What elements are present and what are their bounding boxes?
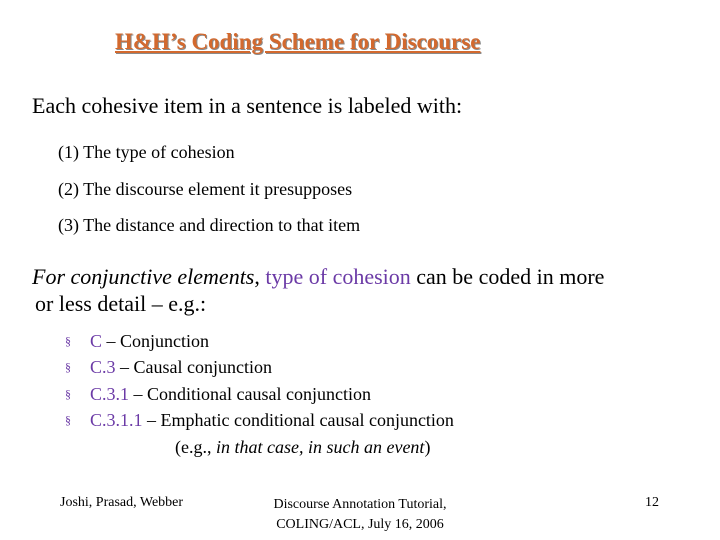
conjunctive-comma: , (254, 264, 260, 289)
bullet-desc: – Conjunction (102, 331, 210, 351)
footer-center-line-1: Discourse Annotation Tutorial, (273, 497, 447, 512)
bullet-icon: § (65, 334, 71, 348)
bullet-item (65, 331, 209, 352)
example-text (175, 437, 430, 458)
slide-title: H&H’s Coding Scheme for Discourse (115, 29, 481, 54)
bullet-icon: § (65, 413, 71, 427)
bullet-desc: – Causal conjunction (115, 357, 272, 377)
conjunctive-rest-2: or less detail – e.g.: (35, 291, 207, 316)
bullet-item (65, 384, 371, 405)
bullet-icon: § (65, 387, 71, 401)
bullet-desc: – Emphatic conditional causal conjunction (142, 410, 454, 430)
example-open: (e.g., (175, 437, 216, 457)
page-number: 12 (645, 495, 659, 510)
numbered-item-3: (3) The distance and direction to that item (58, 215, 361, 235)
example-close: ) (424, 437, 431, 457)
footer-authors: Joshi, Prasad, Webber (60, 495, 184, 510)
bullet-item (65, 410, 454, 431)
bullet-icon: § (65, 360, 71, 374)
numbered-item-1: (1) The type of cohesion (58, 142, 235, 162)
conjunctive-rest-1: can be coded in more (410, 264, 605, 289)
bullet-item (65, 357, 272, 378)
intro-text: Each cohesive item in a sentence is labeled with: (32, 93, 463, 118)
bullet-desc: – Conditional causal conjunction (129, 384, 371, 404)
footer-center-line-2: COLING/ACL, July 16, 2006 (276, 517, 444, 532)
conjunctive-lead: For conjunctive elements (32, 264, 255, 289)
bullet-code: C.3.1.1 (90, 410, 143, 430)
bullet-code: C.3.1 (90, 384, 130, 404)
example-italic: in that case, in such an event (215, 437, 425, 457)
bullet-code: C (90, 331, 103, 351)
numbered-item-2: (2) The discourse element it presupposes (58, 179, 353, 199)
conjunctive-highlight: type of cohesion (265, 264, 411, 289)
bullet-code: C.3 (90, 357, 116, 377)
conjunctive-paragraph (32, 263, 692, 317)
footer-center (250, 495, 470, 535)
